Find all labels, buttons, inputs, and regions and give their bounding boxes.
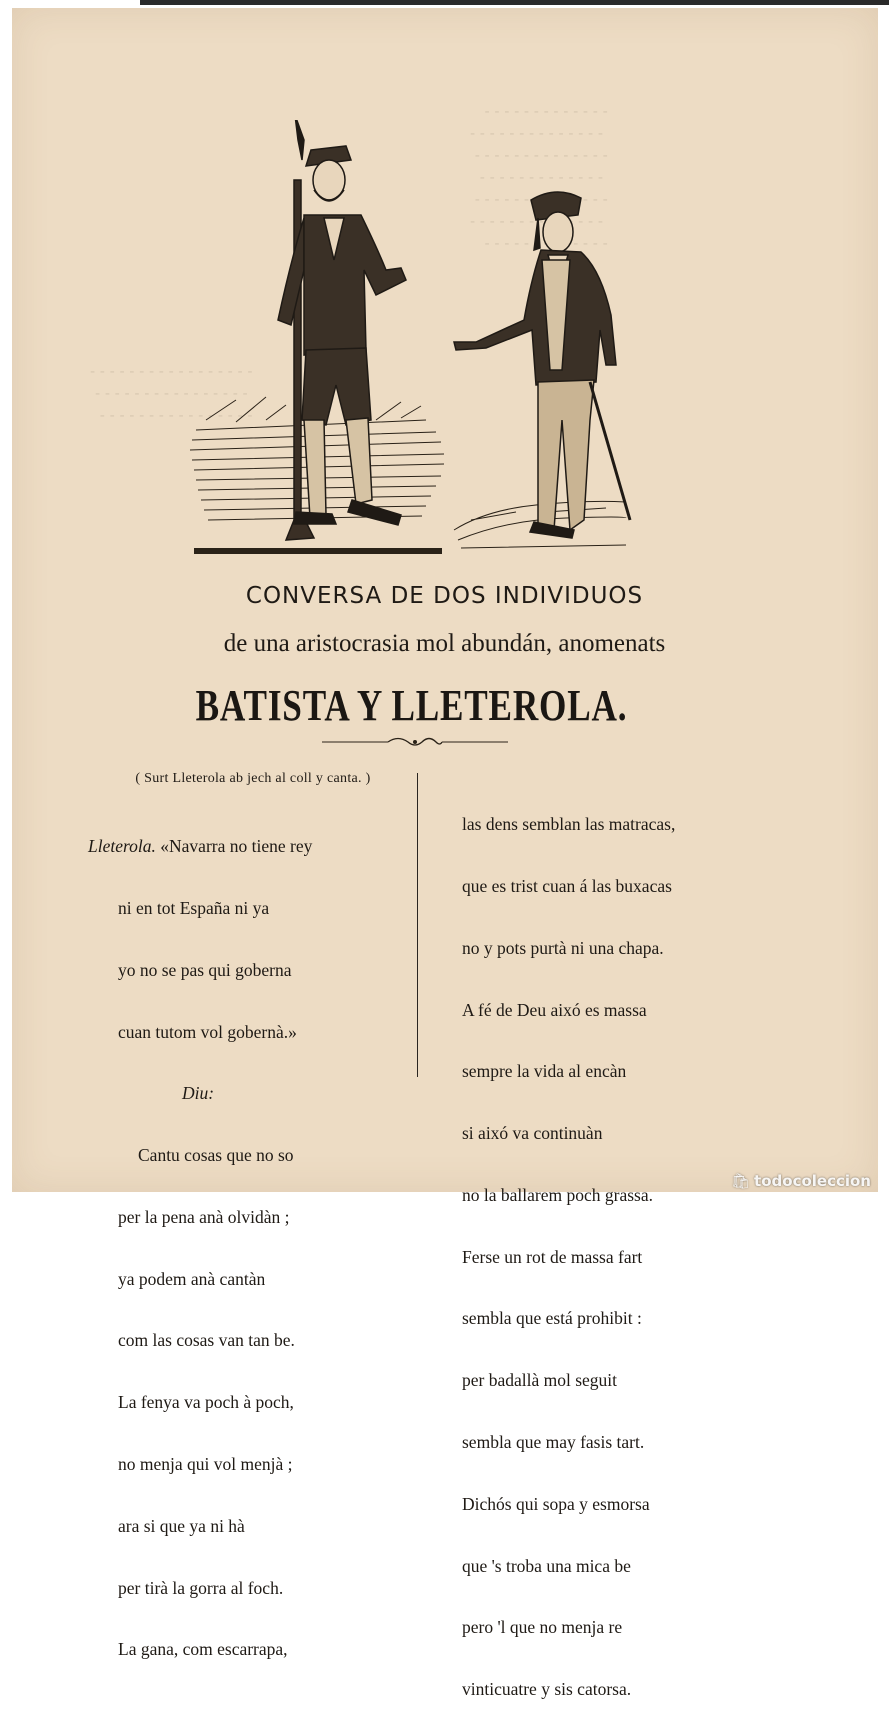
verse-line: Cantu cosas que no so (138, 1145, 294, 1166)
title-main: BATISTA Y LLETEROLA. (195, 681, 628, 730)
verse-line: com las cosas van tan be. (118, 1330, 295, 1351)
verse-line: sembla que may fasis tart. (462, 1432, 645, 1452)
verse-line: que 's troba una mica be (462, 1555, 631, 1576)
verse-line: cuan tutom vol gobernà.» (118, 1021, 297, 1042)
verse-line: ya podem anà cantàn (118, 1268, 266, 1289)
verse-line: no y pots purtà ni una chapa. (462, 937, 664, 958)
verse-line: La gana, com escarrapa, (118, 1639, 288, 1660)
verse-column-left (88, 795, 312, 1681)
verse-line: Lleterola. «Navarra no tiene rey (88, 836, 313, 857)
speaker-cue: Diu: (182, 1083, 215, 1104)
verse-line: per badallà mol seguit (462, 1370, 618, 1391)
verse-line: per tirà la gorra al foch. (118, 1577, 284, 1598)
column-divider (417, 773, 418, 1077)
ground-bar (194, 548, 442, 554)
verse-line: si aixó va continuàn (462, 1123, 603, 1144)
top-edge-bar (140, 0, 889, 5)
verse-line: no menja qui vol menjà ; (118, 1454, 293, 1474)
title-line-1: CONVERSA DE DOS INDIVIDUOS (245, 583, 644, 609)
verse-line: no la ballarem poch grassa. (462, 1184, 653, 1205)
shopping-bag-icon: 🛍 (731, 1172, 751, 1190)
verse-line: que es trist cuan á las buxacas (462, 875, 672, 896)
verse-line: La fenya va poch à poch, (118, 1392, 294, 1413)
woodcut-illustration (186, 120, 646, 570)
watermark: 🛍 todocoleccion (731, 1172, 871, 1190)
verse-line: sempre la vida al encàn (462, 1061, 627, 1082)
speaker-label: Lleterola. (88, 836, 156, 857)
stage-direction: ( Surt Lleterola ab jech al coll y canta. ) (135, 771, 371, 786)
verse-line: las dens semblan las matracas, (462, 814, 676, 835)
verse-line: pero 'l que no menja re (462, 1617, 623, 1638)
verse-line: A fé de Deu aixó es massa (462, 999, 647, 1020)
verse-line: sembla que está prohibit : (462, 1308, 642, 1329)
verse-line: per la pena anà olvidàn ; (118, 1206, 290, 1227)
ornament-divider (322, 733, 508, 751)
title-line-2: de una aristocrasia mol abundán, anomenats (223, 630, 666, 657)
verse-line: ni en tot España ni ya (118, 897, 270, 918)
verse-line: ara si que ya ni hà (118, 1515, 245, 1536)
verse-line: Dichós qui sopa y esmorsa (462, 1493, 650, 1514)
verse-line: Ferse un rot de massa fart (462, 1246, 643, 1267)
verse-line: yo no se pas qui goberna (118, 959, 292, 980)
figure-lleterola (454, 192, 630, 538)
verse-column-right (462, 773, 675, 1720)
verse-line: vinticuatre y sis catorsa. (462, 1679, 632, 1700)
